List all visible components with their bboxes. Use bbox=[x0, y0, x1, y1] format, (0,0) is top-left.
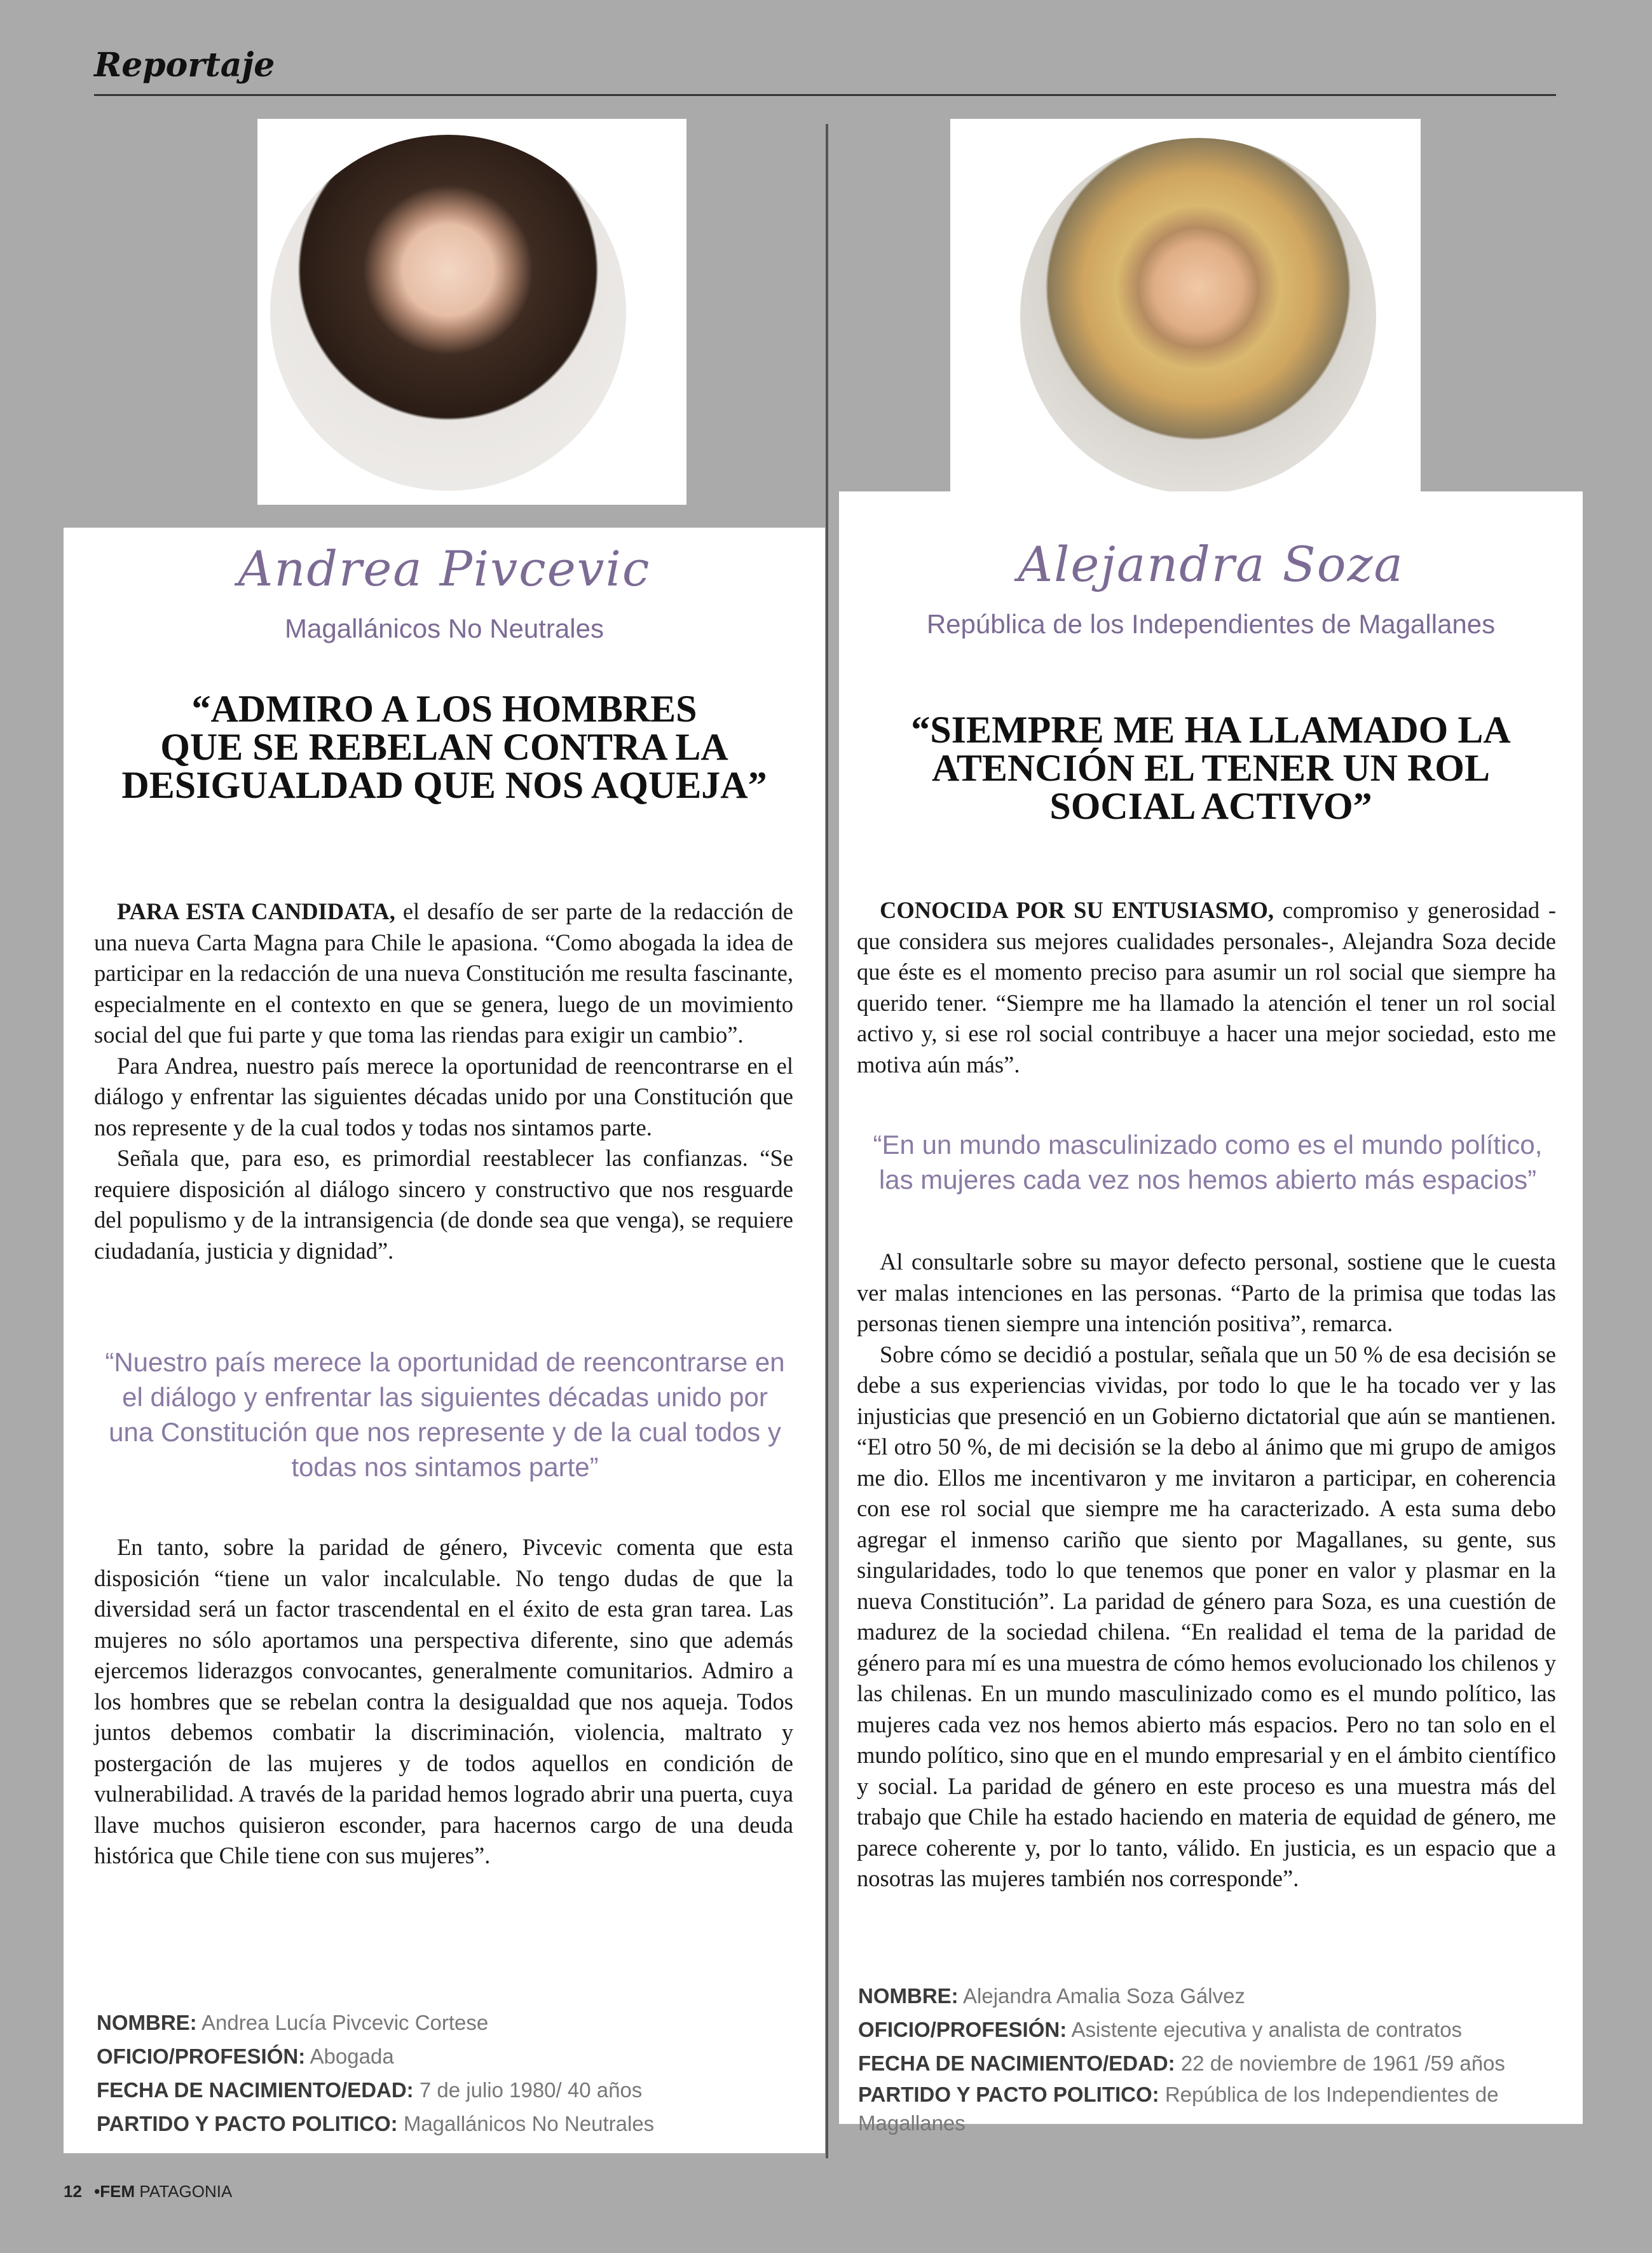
brand-name: •FEM bbox=[94, 2182, 135, 2201]
fact-row: OFICIO/PROFESIÓN: Asistente ejecutiva y analista de contratos bbox=[858, 2018, 1463, 2041]
candidate-party: República de los Independientes de Magallanes bbox=[926, 609, 1496, 639]
candidate-name: Alejandra Soza bbox=[1018, 536, 1404, 592]
paragraph: Sobre cómo se decidió a postular, señala que un 50 % de esa decisión se debe a sus experiencias vividas, por todo lo que le ha tocado ver y las injusticias que presenció en un Gobierno dictatorial que aún se mantienen. “El otro 50 %, de mi decisión se la debo al ánimo que mi grupo de amigos me dio. Ellos me incentivaron y me invitaron a participar, en coherencia con ese rol social que siempre me ha caracterizado. A esta suma debo agregar el inmenso cariño que siento por Magallanes, su gente, sus singularidades, todo lo que tenemos que poner en valor y plasmar en la nueva Constitución”. La paridad de género para Soza, es una cuestión de madurez de la sociedad chilena. “En realidad el tema de la paridad de género para mí es una muestra de cómo hemos evolucionado los chilenos y las chilenas. En un mundo masculinizado como es el mundo político, las mujeres cada vez nos hemos abierto más espacios. Pero no tan solo en el mundo político, sino que en el mundo empresarial y en el ámbito científico y social. La paridad de género en este proceso es una muestra más del trabajo que Chile ha estado haciendo en materia de equidad de género, me parece coherente y, por lo tanto, válido. En justicia, es un espacio que a nosotras las mujeres también nos corresponde”. bbox=[857, 1341, 1556, 1891]
portrait-alejandra-photo bbox=[1020, 138, 1376, 494]
headline-line: DESIGUALDAD QUE NOS AQUEJA” bbox=[121, 764, 767, 806]
headline-line: ATENCIÓN EL TENER UN ROL bbox=[932, 747, 1490, 789]
lead-in: PARA ESTA CANDIDATA, bbox=[117, 898, 395, 924]
headline-line: QUE SE REBELAN CONTRA LA bbox=[160, 726, 728, 768]
paragraph: PARA ESTA CANDIDATA, el desafío de ser parte de la redacción de una nueva Carta Magna para Chile le apasiona. “Como abogada la idea de participar en la redacción de una nueva Constitución me resulta fascinante, especialmente en el contexto en que se genera, luego de un movimiento social del que fui parte y que toma las riendas para exigir un cambio”. bbox=[94, 898, 794, 1048]
headline bbox=[864, 711, 1557, 825]
fact-box bbox=[97, 2006, 796, 2140]
paragraph: Para Andrea, nuestro país merece la oportunidad de reencontrarse en el diálogo y enfrentar las siguientes décadas unido por una Constitución que nos represente y de la cual todos y todas nos sintamos parte. bbox=[94, 1052, 793, 1140]
brand-sub: PATAGONIA bbox=[139, 2182, 233, 2201]
page-footer bbox=[64, 2182, 232, 2202]
headline bbox=[89, 690, 800, 804]
candidate-card-left bbox=[64, 528, 825, 2153]
lead-in: CONOCIDA POR SU ENTUSIASMO, bbox=[880, 897, 1274, 923]
pull-quote: “En un mundo masculinizado como es el mundo político, las mujeres cada vez nos hemos abierto más espacios” bbox=[873, 1130, 1543, 1195]
article-body-bottom bbox=[857, 1247, 1556, 1894]
column-divider bbox=[826, 124, 828, 2158]
portrait-andrea-frame bbox=[257, 119, 686, 505]
candidate-card-right bbox=[839, 491, 1583, 2135]
fact-row: NOMBRE: Alejandra Amalia Soza Gálvez bbox=[858, 1984, 1245, 2008]
headline-line: “SIEMPRE ME HA LLAMADO LA bbox=[911, 709, 1511, 751]
portrait-andrea-photo bbox=[270, 135, 626, 491]
fact-row: FECHA DE NACIMIENTO/EDAD: 22 de noviembre de 1961 /59 años bbox=[858, 2051, 1505, 2075]
paragraph: Al consultarle sobre su mayor defecto personal, sostiene que le cuesta ver malas intenciones en las personas. “Parto de la primisa que todas las personas tienen siempre una intención positiva”, remarca. bbox=[857, 1249, 1556, 1336]
portrait-alejandra-frame bbox=[950, 119, 1421, 507]
article-body-top bbox=[94, 896, 793, 1266]
header-rule bbox=[94, 94, 1556, 96]
fact-row: FECHA DE NACIMIENTO/EDAD: 7 de julio 1980/ 40 años bbox=[97, 2078, 643, 2102]
candidate-name: Andrea Pivcevic bbox=[238, 540, 651, 597]
fact-row: PARTIDO Y PACTO POLITICO: República de los Independientes de Magallanes bbox=[858, 2083, 1499, 2135]
pull-quote: “Nuestro país merece la oportunidad de reencontrarse en el diálogo y enfrentar las siguientes décadas unido por una Constitución que nos represente y de la cual todos y todas nos sintamos parte” bbox=[105, 1347, 785, 1482]
section-label: Reportaje bbox=[94, 46, 275, 85]
paragraph: En tanto, sobre la paridad de género, Pivcevic comenta que esta disposición “tiene un valor incalculable. No tengo dudas de que la diversidad será un factor trascendental en el éxito de esta gran tarea. Las mujeres no sólo aportamos una perspectiva diferente, sino que además ejercemos liderazgos convocantes, generalmente comunitarios. Admiro a los hombres que se rebelan contra la desigualdad que nos aqueja. Todos juntos debemos combatir la discriminación, violencia, maltrato y postergación de las mujeres y de todos aquellos en condición de vulnerabilidad. A través de la paridad hemos logrado abrir una puerta, cuya llave muchos quisieron esconder, para hacernos cargo de una deuda histórica que Chile tiene con sus mujeres”. bbox=[94, 1534, 793, 1868]
candidate-party: Magallánicos No Neutrales bbox=[285, 613, 604, 643]
paragraph: Señala que, para eso, es primordial reestablecer las confianzas. “Se requiere disposición al diálogo sincero y constructivo que nos resguarde del populismo y de la intransigencia (de donde sea que venga), se requiere ciudadanía, justicia y dignidad”. bbox=[94, 1145, 793, 1264]
fact-row: OFICIO/PROFESIÓN: Abogada bbox=[97, 2044, 394, 2068]
headline-line: “ADMIRO A LOS HOMBRES bbox=[191, 688, 697, 730]
article-body-top bbox=[857, 895, 1556, 1080]
article-body-bottom bbox=[94, 1532, 793, 1872]
fact-box bbox=[858, 1979, 1564, 2137]
fact-row: NOMBRE: Andrea Lucía Pivcevic Cortese bbox=[97, 2011, 489, 2034]
headline-line: SOCIAL ACTIVO” bbox=[1049, 785, 1372, 827]
page-number: 12 bbox=[64, 2182, 82, 2201]
paragraph: CONOCIDA POR SU ENTUSIASMO, compromiso y generosidad - que considera sus mejores cualidades personales-, Alejandra Soza decide que éste es el momento preciso para asumir un rol social que siempre ha querido tener. “Siempre me ha llamado la atención el tener un rol social activo y, si ese rol social contribuye a hacer una mejor sociedad, esto me motiva aún más”. bbox=[857, 897, 1556, 1078]
fact-row: PARTIDO Y PACTO POLITICO: Magallánicos No Neutrales bbox=[97, 2112, 655, 2135]
